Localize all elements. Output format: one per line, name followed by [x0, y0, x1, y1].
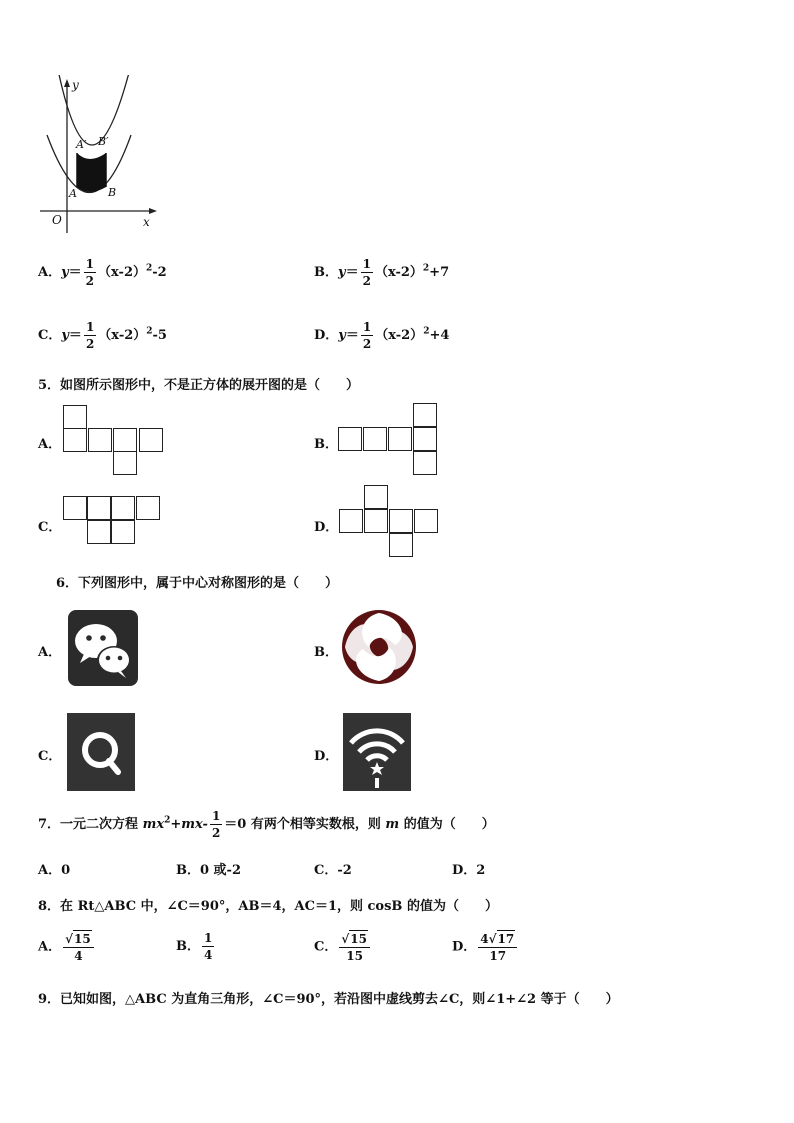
- point-b-prime-label: B′: [98, 135, 109, 148]
- q9-stem: 9．已知如图，△ABC 为直角三角形，∠C＝90°，若沿图中虚线剪去∠C，则∠1+∠2 等于（ ）: [38, 992, 619, 1007]
- q6-label-c[interactable]: C．: [38, 749, 62, 764]
- q5-net-a: [63, 405, 167, 473]
- x-axis-label: x: [143, 215, 150, 229]
- q4-option-c[interactable]: C．y＝ $\frac{1}{2}$ $(x-2)^2-5$: [38, 320, 167, 351]
- q5-label-b[interactable]: B．: [314, 437, 338, 452]
- q5-net-c: [63, 496, 163, 550]
- q8-option-d[interactable]: D． $\frac{4√17}{17}$: [452, 930, 519, 964]
- q5-net-d: [339, 485, 439, 559]
- q8-option-c[interactable]: C． $\frac{√15}{15}$: [314, 930, 372, 964]
- wifi-signal-icon: [342, 712, 412, 792]
- q5-label-a[interactable]: A．: [38, 437, 62, 452]
- search-q-icon: [66, 712, 136, 792]
- point-a-prime-label: A′: [76, 138, 87, 151]
- q8-option-a[interactable]: A． $\frac{√15}{4}$: [38, 930, 96, 964]
- origin-label: O: [52, 213, 62, 227]
- wechat-icon: [66, 608, 140, 688]
- q7-option-d[interactable]: D．2: [452, 863, 486, 878]
- q5-net-b: [338, 403, 438, 477]
- fraction: $\frac{1}{2}$: [362, 320, 372, 351]
- point-a-label: A: [69, 187, 77, 200]
- fraction: $\frac{√15}{15}$: [339, 930, 370, 964]
- fraction: $\frac{4√17}{17}$: [478, 930, 517, 964]
- q4-option-a[interactable]: A．y＝ $\frac{1}{2}$ $(x-2)^2-2$: [38, 257, 167, 288]
- q8-stem: 8．在 Rt△ABC 中，∠C＝90°，AB＝4，AC＝1，则 cosB 的值为（ ）: [38, 899, 498, 914]
- q6-stem: 6．下列图形中，属于中心对称图形的是（ ）: [56, 576, 339, 591]
- q5-label-d[interactable]: D．: [314, 520, 339, 535]
- fraction: $\frac{1}{2}$: [362, 257, 371, 288]
- fraction: $\frac{√15}{4}$: [63, 930, 94, 964]
- fraction: $\frac{1}{2}$: [85, 320, 95, 351]
- q7-option-b[interactable]: B．0 或-2: [176, 863, 242, 878]
- q5-label-c[interactable]: C．: [38, 520, 62, 535]
- q8-option-b[interactable]: B． $\frac{1}{4}$: [176, 931, 213, 962]
- q7-option-c[interactable]: C．-2: [314, 863, 352, 878]
- q4-option-b[interactable]: B．y＝ $\frac{1}{2}$ $(x-2)^2+7$: [314, 257, 450, 288]
- parabola-graph: [35, 75, 165, 235]
- y-axis-label: y: [72, 78, 79, 92]
- q5-stem: 5．如图所示图形中，不是正方体的展开图的是（ ）: [38, 378, 360, 393]
- q6-label-b[interactable]: B．: [314, 645, 338, 660]
- q7-option-a[interactable]: A．0: [38, 863, 71, 878]
- fraction: $\frac{1}{4}$: [204, 931, 213, 962]
- fraction: $\frac{1}{2}$: [85, 257, 95, 288]
- point-b-label: B: [108, 186, 117, 199]
- phoenix-logo-icon: [339, 607, 419, 687]
- fraction: $\frac{1}{2}$: [211, 809, 221, 840]
- q6-label-a[interactable]: A．: [38, 645, 62, 660]
- q6-label-d[interactable]: D．: [314, 749, 339, 764]
- q7-stem: 7．一元二次方程 $mx^2+mx-$ $\frac{1}{2}$ ＝0 有两个相等实数根，则 m 的值为（ ）: [38, 809, 495, 840]
- q4-option-d[interactable]: D．y＝ $\frac{1}{2}$ $(x-2)^2+4$: [314, 320, 450, 351]
